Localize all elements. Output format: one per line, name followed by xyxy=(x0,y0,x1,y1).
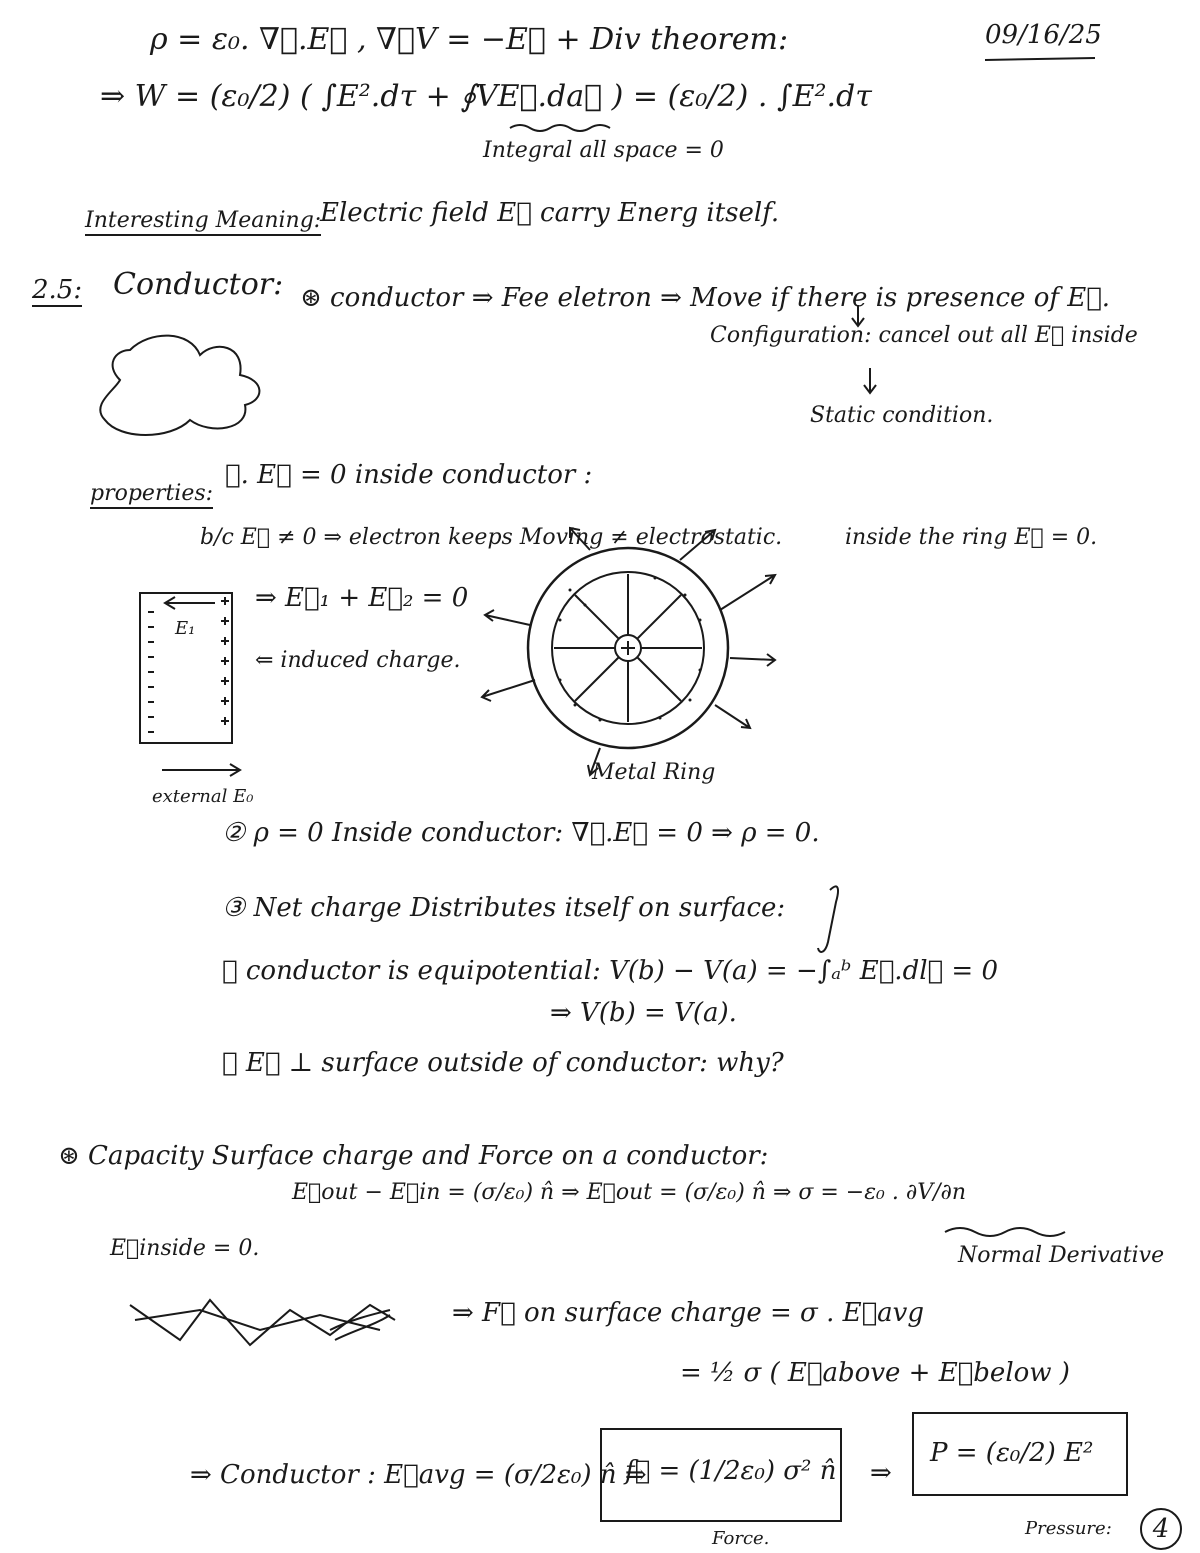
ring-note: inside the ring E⃗ = 0. xyxy=(845,525,1098,550)
property-5: ⑤ E⃗ ⊥ surface outside of conductor: why? xyxy=(222,1048,784,1078)
conductor-slab xyxy=(140,593,232,743)
conductor-eavg: ⇒ Conductor : E⃗avg = (σ/2ε₀) n̂ ⇒ xyxy=(190,1460,647,1490)
property-4b: ⇒ V(b) = V(a). xyxy=(550,998,737,1028)
static-condition: Static condition. xyxy=(810,403,994,428)
force-line-1: ⇒ F⃗ on surface charge = σ . E⃗avg xyxy=(452,1298,925,1328)
arrow-down-icon xyxy=(864,368,876,393)
scribble-icon xyxy=(130,1300,395,1345)
property-3: ③ Net charge Distributes itself on surface: xyxy=(222,893,786,923)
section-title: Conductor: xyxy=(113,267,284,302)
e1-label: E₁ xyxy=(175,618,196,639)
property-1: ①. E⃗ = 0 inside conductor : xyxy=(225,460,593,490)
field-sum: ⇒ E⃗₁ + E⃗₂ = 0 xyxy=(255,583,469,613)
date: 09/16/25 xyxy=(985,20,1102,50)
property-2: ② ρ = 0 Inside conductor: ∇⃗.E⃗ = 0 ⇒ ρ = 0. xyxy=(222,818,820,848)
induced-charge: ⇐ induced charge. xyxy=(255,648,461,673)
configuration-note: Configuration: cancel out all E⃗ inside xyxy=(710,323,1138,348)
section-number: 2.5: xyxy=(32,275,83,305)
normal-derivative: Normal Derivative xyxy=(958,1243,1165,1268)
force-formula: f⃗ = (1/2ε₀) σ² n̂ xyxy=(625,1456,837,1486)
property-4: ④ conductor is equipotential: V(b) − V(a) = −∫ₐᵇ E⃗.dl⃗ = 0 xyxy=(222,956,998,986)
interesting-text: Electric field E⃗ carry Energ itself. xyxy=(320,198,780,228)
energy-line-2: ⇒ W = (ε₀/2) ( ∫E².dτ + ∮VE⃗.da⃗ ) = (ε₀/2) . ∫E².dτ xyxy=(100,79,872,114)
e-inside: E⃗inside = 0. xyxy=(110,1236,260,1261)
pressure-formula: P = (ε₀/2) E² xyxy=(930,1438,1094,1468)
energy-line-1: ρ = ε₀. ∇⃗.E⃗ , ∇⃗V = −E⃗ + Div theorem: xyxy=(150,22,789,57)
property-1-reason: b/c E⃗ ≠ 0 ⇒ electron keeps Moving ≠ electrostatic. xyxy=(200,525,783,550)
integral-note: Integral all space = 0 xyxy=(483,138,724,163)
properties-label: properties: xyxy=(90,483,213,509)
field-discontinuity: E⃗out − E⃗in = (σ/ε₀) n̂ ⇒ E⃗out = (σ/ε₀) n̂ ⇒ σ = −ε₀ . ∂V/∂n xyxy=(292,1180,967,1205)
conductor-bullet: ⊛ conductor ⇒ Fee eletron ⇒ Move if there is presence of E⃗. xyxy=(300,283,1111,313)
implies-arrow: ⇒ xyxy=(870,1458,892,1488)
force-line-2: = ½ σ ( E⃗above + E⃗below ) xyxy=(680,1358,1070,1388)
interesting-label: Interesting Meaning: xyxy=(85,210,321,236)
force-caption: Force. xyxy=(712,1528,770,1549)
page-number: 4 xyxy=(1140,1508,1182,1550)
metal-ring-label: Metal Ring xyxy=(592,760,716,785)
conductor-blob xyxy=(100,336,259,435)
pressure-caption: Pressure: xyxy=(1025,1518,1112,1539)
external-field: external E₀ xyxy=(152,786,254,807)
arrow-down-icon xyxy=(852,305,864,326)
force-section-title: ⊛ Capacity Surface charge and Force on a conductor: xyxy=(58,1141,769,1171)
